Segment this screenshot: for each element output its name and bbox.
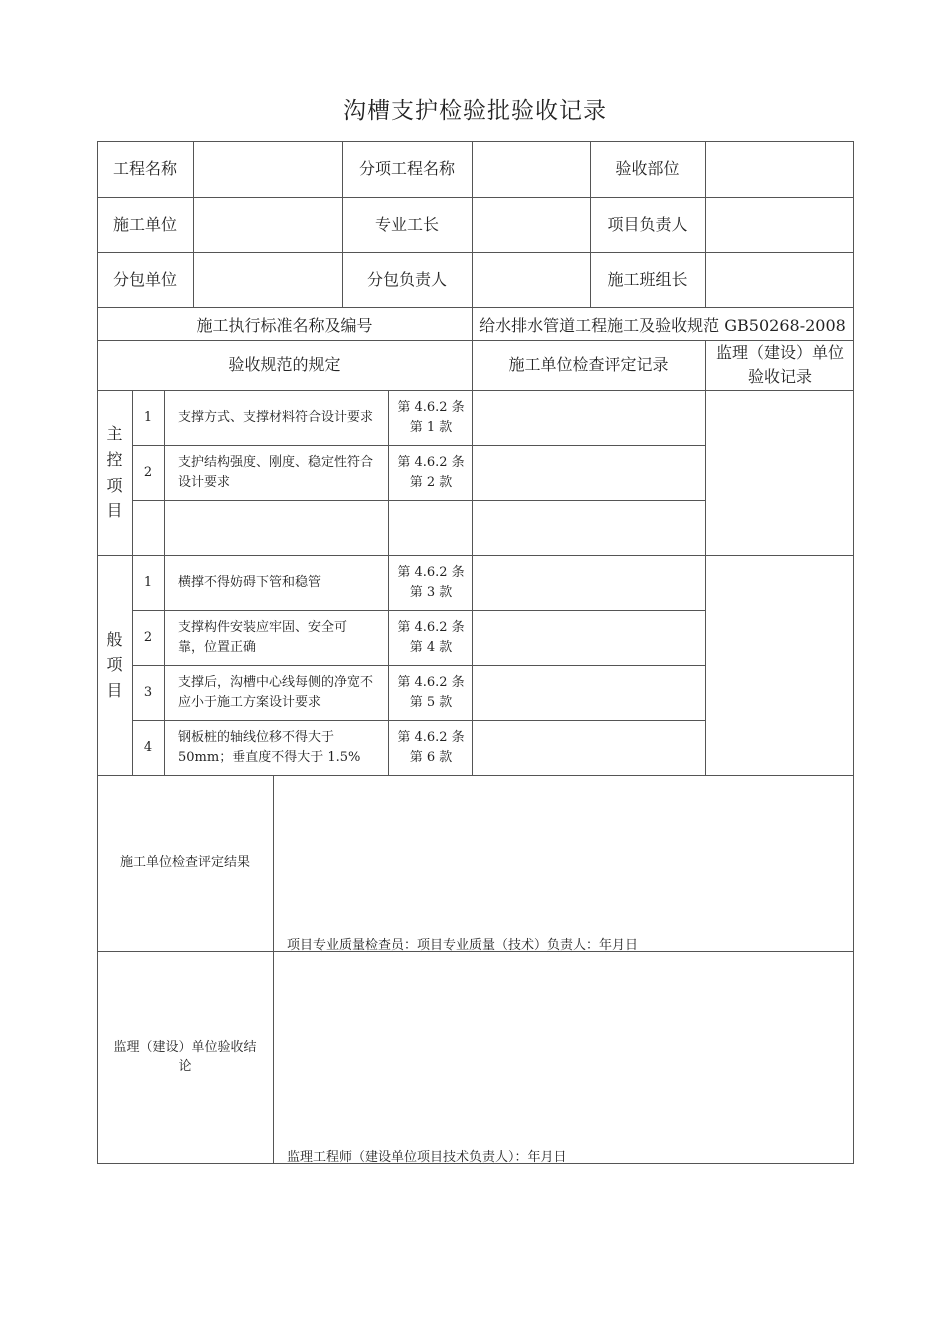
construction-result-label: 施工单位检查评定结果 [119, 855, 250, 871]
clause-reference: 第 4.6.2 条第 5 款 [397, 675, 465, 710]
general-items-label: 般 项 目 [106, 629, 123, 700]
project-manager-label: 项目负责人 [607, 214, 688, 234]
item-description: 支撑方式、支撑材料符合设计要求 [178, 409, 374, 425]
clause-reference: 第 4.6.2 条第 2 款 [397, 455, 465, 490]
construction-unit-label: 施工单位 [112, 214, 177, 234]
subcontractor-label: 分包单位 [112, 269, 177, 289]
check-record-cell[interactable] [472, 445, 705, 500]
main-supervision-record-cell[interactable] [705, 390, 853, 555]
check-record-column-header: 施工单位检查评定记录 [508, 355, 669, 374]
team-leader-label: 施工班组长 [607, 269, 688, 289]
project-name-field[interactable] [193, 141, 342, 197]
supervision-record-column-header: 监理（建设）单位验收记录 [715, 343, 844, 386]
project-name-label: 工程名称 [112, 159, 177, 178]
row-number: 1 [143, 574, 153, 590]
acceptance-part-label: 验收部位 [615, 159, 680, 178]
check-record-cell[interactable] [472, 665, 705, 720]
row-number: 4 [143, 739, 153, 755]
construction-result-field[interactable] [273, 775, 853, 925]
project-manager-field[interactable] [705, 197, 853, 252]
subcontractor-manager-label: 分包负责人 [366, 269, 447, 289]
check-record-cell[interactable] [472, 610, 705, 665]
main-items-label: 主 控 项 目 [106, 424, 123, 521]
page-title: 沟槽支护检验批验收记录 [343, 98, 607, 124]
row-number: 3 [143, 684, 153, 700]
clause-reference: 第 4.6.2 条第 6 款 [397, 730, 465, 765]
row-number: 1 [143, 409, 153, 425]
check-record-cell[interactable] [472, 720, 705, 775]
construction-unit-field[interactable] [193, 197, 342, 252]
supervision-conclusion-field[interactable] [273, 951, 853, 1137]
subcontractor-manager-field[interactable] [472, 252, 590, 307]
item-description: 横撑不得妨碍下管和稳管 [178, 574, 322, 590]
foreman-field[interactable] [472, 197, 590, 252]
item-description: 支撑构件安装应牢固、安全可靠，位置正确 [178, 620, 348, 655]
item-description [164, 500, 388, 555]
spec-column-header: 验收规范的规定 [228, 355, 341, 374]
item-description: 支护结构强度、刚度、稳定性符合设计要求 [178, 455, 374, 490]
sub-project-label: 分项工程名称 [358, 159, 455, 178]
construction-signature-line: 项目专业质量检查员：项目专业质量（技术）负责人：年月日 [287, 938, 639, 953]
row-number: 2 [143, 464, 153, 480]
item-description: 钢板桩的轴线位移不得大于 50mm；垂直度不得大于 1.5% [178, 730, 361, 765]
acceptance-part-field[interactable] [705, 141, 853, 197]
clause-reference: 第 4.6.2 条第 3 款 [397, 565, 465, 600]
supervision-signature-line: 监理工程师（建设单位项目技术负责人）：年月日 [287, 1150, 567, 1165]
row-number: 2 [143, 629, 153, 645]
supervision-conclusion-label: 监理（建设）单位验收结论 [113, 1039, 257, 1074]
team-leader-field[interactable] [705, 252, 853, 307]
item-description: 支撑后，沟槽中心线每侧的净宽不应小于施工方案设计要求 [178, 675, 374, 710]
clause-reference: 第 4.6.2 条第 1 款 [397, 400, 465, 435]
standard-value: 给水排水管道工程施工及验收规范 GB50268-2008 [479, 316, 846, 335]
standard-label: 施工执行标准名称及编号 [196, 316, 373, 335]
subcontractor-field[interactable] [193, 252, 342, 307]
check-record-cell[interactable] [472, 500, 705, 555]
check-record-cell[interactable] [472, 555, 705, 610]
row-number [132, 500, 164, 555]
foreman-label: 专业工长 [374, 214, 439, 234]
general-supervision-record-cell[interactable] [705, 555, 853, 775]
check-record-cell[interactable] [472, 390, 705, 445]
clause-reference: 第 4.6.2 条第 4 款 [397, 620, 465, 655]
sub-project-field[interactable] [472, 141, 590, 197]
clause-reference [388, 500, 472, 555]
